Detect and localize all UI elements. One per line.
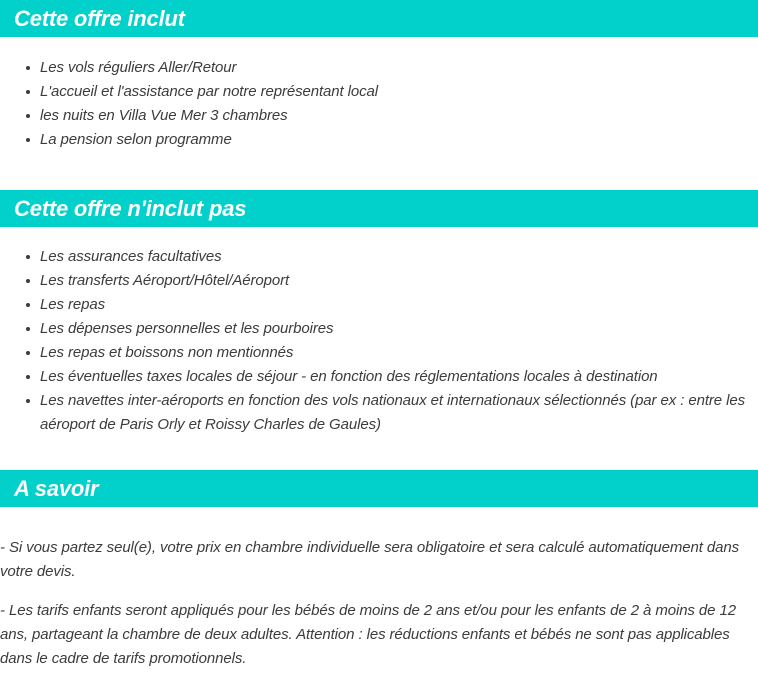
list-item: les nuits en Villa Vue Mer 3 chambres [0, 104, 758, 128]
good-to-know-body [0, 507, 758, 671]
section-title-not-included: Cette offre n'inclut pas [14, 195, 247, 221]
list-item: Les assurances facultatives [0, 245, 758, 269]
section-header-good-to-know [0, 470, 758, 507]
note-paragraph: - Si vous partez seul(e), votre prix en chambre individuelle sera obligatoire et sera calculé automatiquement dans votre devis. [0, 539, 739, 580]
list-item: Les transferts Aéroport/Hôtel/Aéroport [0, 269, 758, 293]
section-header-not-included [0, 190, 758, 227]
note-paragraph: - Les tarifs enfants seront appliqués pour les bébés de moins de 2 ans et/ou pour les enfants de 2 à moins de 12 ans, partageant la chambre de deux adultes. Attention : les réductions enfants et bébés ne sont pas applicables dans le cadre de tarifs promotionnels. [0, 602, 736, 667]
not-included-list [0, 245, 758, 437]
list-item: Les navettes inter-aéroports en fonction des vols nationaux et internationaux sélectionnés (par ex : entre les aéroport de Paris Orly et Roissy Charles de Gaules) [0, 389, 758, 437]
included-body [0, 37, 758, 152]
section-header-included [0, 0, 758, 37]
list-item: Les dépenses personnelles et les pourboires [0, 317, 758, 341]
section-title-included: Cette offre inclut [14, 5, 185, 31]
section-spacer [0, 152, 758, 190]
list-item: L'accueil et l'assistance par notre représentant local [0, 80, 758, 104]
list-item: Les éventuelles taxes locales de séjour - en fonction des réglementations locales à destination [0, 365, 758, 389]
included-list [0, 56, 758, 152]
section-title-good-to-know: A savoir [14, 475, 99, 501]
section-spacer [0, 437, 758, 470]
list-item: Les repas [0, 293, 758, 317]
list-item: La pension selon programme [0, 128, 758, 152]
good-to-know-list [0, 536, 758, 671]
not-included-body [0, 227, 758, 437]
list-item: Les repas et boissons non mentionnés [0, 341, 758, 365]
list-item: Les vols réguliers Aller/Retour [0, 56, 758, 80]
